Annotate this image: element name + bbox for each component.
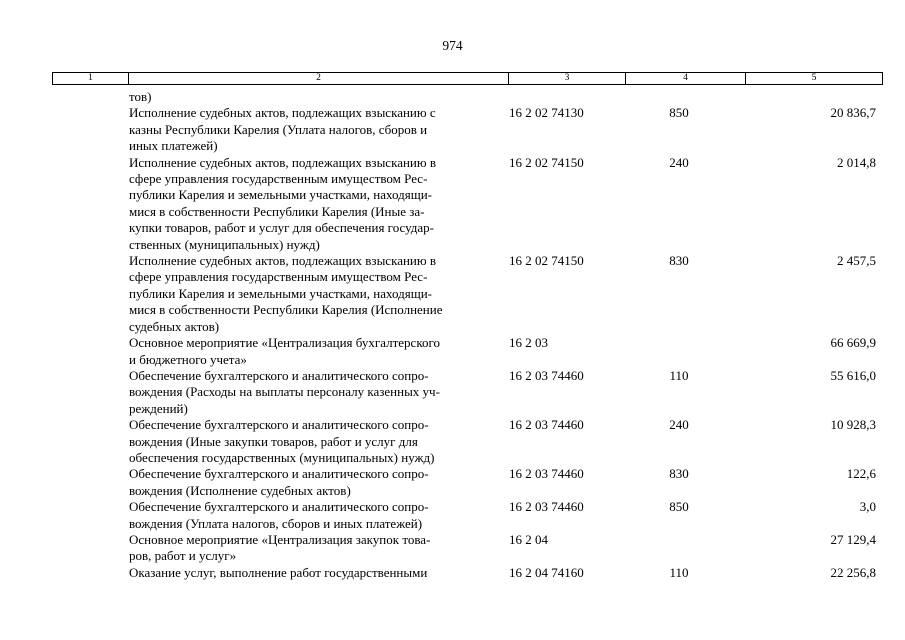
row-code: 16 2 03 74460 (509, 417, 584, 433)
table-row (52, 417, 882, 466)
column-header-2: 2 (129, 73, 509, 85)
row-name: Обеспечение бухгалтерского и аналитического сопро- вождения (Расходы на выплаты персоналу казенных уч- реждений) (129, 367, 440, 416)
row-expense-type: 830 (669, 466, 689, 482)
column-header-4: 4 (626, 73, 746, 85)
column-header-5: 5 (746, 73, 883, 85)
table-row (52, 466, 882, 499)
row-name: Оказание услуг, выполнение работ государственными (129, 564, 428, 580)
row-name: Обеспечение бухгалтерского и аналитического сопро- вождения (Уплата налогов, сборов и иных платежей) (129, 499, 429, 531)
column-header-row (53, 73, 883, 85)
row-amount: 22 256,8 (830, 564, 876, 580)
row-expense-type: 240 (669, 417, 689, 433)
row-amount: 27 129,4 (830, 531, 876, 547)
row-name: Исполнение судебных актов, подлежащих взысканию в сфере управления государственным имуществом Рес- публики Карелия и земельными участками, находящи- мися в собственности Республики Карелия (Иные за- купки товаров, работ и услуг для обеспечения государ- ственных (муниципальных) нужд) (129, 154, 436, 252)
row-name: Обеспечение бухгалтерского и аналитического сопро- вождения (Исполнение судебных актов) (129, 466, 429, 498)
row-code: 16 2 03 (509, 335, 548, 351)
row-name: Основное мероприятие «Централизация закупок това- ров, работ и услуг» (129, 531, 431, 564)
table-row (52, 155, 882, 253)
table-row (52, 105, 882, 154)
row-code: 16 2 04 (509, 531, 548, 547)
row-amount: 2 457,5 (837, 253, 876, 269)
row-expense-type: 240 (669, 154, 689, 170)
row-amount: 66 669,9 (830, 335, 876, 351)
row-expense-type: 110 (669, 367, 689, 383)
table-row (52, 253, 882, 335)
column-header-3: 3 (509, 73, 626, 85)
row-code: 16 2 02 74150 (509, 154, 584, 170)
row-code: 16 2 02 74150 (509, 253, 584, 269)
row-amount: 3,0 (859, 499, 876, 515)
budget-table-body (52, 89, 882, 581)
row-name: Обеспечение бухгалтерского и аналитического сопро- вождения (Иные закупки товаров, работ и услуг для обеспечения государственных (муниципальных) нужд) (129, 417, 435, 465)
row-amount: 55 616,0 (830, 367, 876, 383)
table-row (52, 499, 882, 532)
table-row (52, 565, 882, 581)
column-header-1: 1 (53, 73, 129, 85)
row-code: 16 2 03 74460 (509, 499, 584, 515)
row-expense-type: 850 (669, 499, 689, 515)
table-row (52, 89, 882, 105)
row-expense-type: 110 (669, 564, 689, 580)
row-amount: 122,6 (846, 466, 876, 482)
table-row (52, 532, 882, 565)
table-row (52, 335, 882, 368)
row-name: Исполнение судебных актов, подлежащих взысканию в сфере управления государственным имуществом Рес- публики Карелия и земельными участками, находящи- мися в собственности Республики Карелия (Исполнение судебных актов) (129, 253, 443, 334)
row-code: 16 2 02 74130 (509, 105, 584, 121)
row-code: 16 2 04 74160 (509, 564, 584, 580)
row-amount: 2 014,8 (837, 154, 876, 170)
row-amount: 10 928,3 (830, 417, 876, 433)
row-name: Исполнение судебных актов, подлежащих взысканию с казны Республики Карелия (Уплата налогов, сборов и иных платежей) (129, 105, 436, 154)
row-code: 16 2 03 74460 (509, 367, 584, 383)
row-expense-type: 850 (669, 105, 689, 121)
table-row (52, 368, 882, 417)
row-name: тов) (129, 89, 152, 104)
row-name: Основное мероприятие «Централизация бухгалтерского и бюджетного учета» (129, 335, 440, 367)
row-code: 16 2 03 74460 (509, 466, 584, 482)
row-amount: 20 836,7 (830, 105, 876, 121)
page-number: 974 (442, 38, 463, 53)
column-header-table (52, 72, 883, 85)
row-expense-type: 830 (669, 253, 689, 269)
